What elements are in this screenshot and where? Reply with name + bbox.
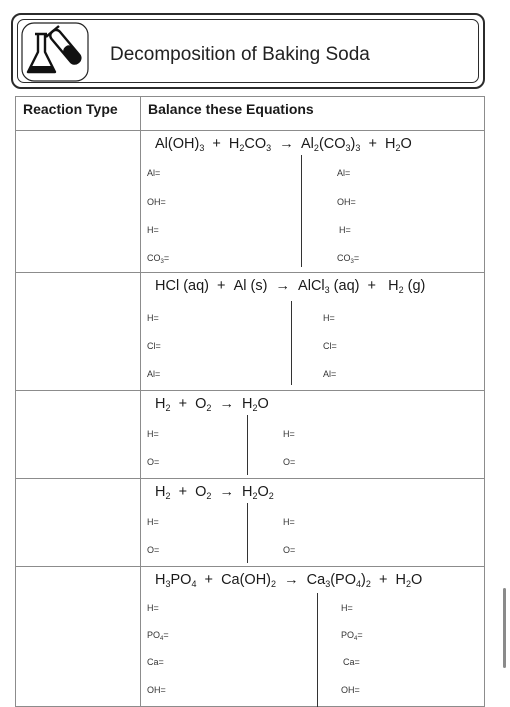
left-count-co3: $CO_3=$ — [147, 253, 170, 265]
right-count-o: O= — [283, 457, 296, 467]
reaction-type-cell-4[interactable] — [16, 479, 141, 567]
equation-1: $Al(OH)_3 + H_2CO_3 \to Al_2(CO_3)_3 + H_2O$ — [155, 136, 412, 153]
left-count-oh: OH= — [147, 685, 166, 695]
left-count-oh: OH= — [147, 197, 166, 207]
reaction-type-cell-3[interactable] — [16, 391, 141, 479]
left-count-h: H= — [147, 517, 159, 527]
equation-cell-2 — [141, 273, 485, 391]
right-count-co3: $CO_3=$ — [337, 253, 360, 265]
right-count-po4: $PO_4=$ — [341, 630, 363, 642]
left-count-h: H= — [147, 225, 159, 235]
balance-equations-header: Balance these Equations — [141, 97, 485, 131]
right-count-oh: OH= — [337, 197, 356, 207]
divider-line — [317, 593, 318, 707]
vertical-scrollbar[interactable] — [503, 588, 506, 668]
reaction-type-cell-1[interactable] — [16, 131, 141, 273]
right-count-h: H= — [341, 603, 353, 613]
equation-cell-3 — [141, 391, 485, 479]
right-count-h: H= — [283, 429, 295, 439]
right-count-h: H= — [283, 517, 295, 527]
title-banner — [11, 13, 485, 89]
divider-line — [247, 503, 248, 563]
left-count-al: Al= — [147, 369, 161, 379]
divider-line — [291, 301, 292, 385]
left-count-ca: Ca= — [147, 657, 164, 667]
left-count-o: O= — [147, 545, 160, 555]
worksheet-table — [15, 96, 485, 707]
right-count-al: Al= — [323, 369, 337, 379]
equation-4: $H_2 + O_2 \to H_2O_2$ — [155, 484, 274, 501]
reaction-type-cell-5[interactable] — [16, 567, 141, 707]
flask-test-tube-icon — [21, 22, 91, 84]
equation-3: $H_2 + O_2 \to H_2O$ — [155, 396, 269, 413]
reaction-type-cell-2[interactable] — [16, 273, 141, 391]
equation-cell-4 — [141, 479, 485, 567]
left-count-h: H= — [147, 603, 159, 613]
title-banner-inner-border — [17, 19, 479, 83]
divider-line — [301, 155, 302, 267]
left-count-cl: Cl= — [147, 341, 161, 351]
equation-5: $H_3PO_4 + Ca(OH)_2 \to Ca_3(PO_4)_2 + H_2O$ — [155, 572, 423, 589]
right-count-ca: Ca= — [343, 657, 360, 667]
left-count-po4: $PO_4=$ — [147, 630, 169, 642]
equation-cell-5 — [141, 567, 485, 707]
left-count-h: H= — [147, 313, 159, 323]
right-count-al: Al= — [337, 168, 351, 178]
divider-line — [247, 415, 248, 475]
equation-cell-1 — [141, 131, 485, 273]
left-count-o: O= — [147, 457, 160, 467]
right-count-oh: OH= — [341, 685, 360, 695]
right-count-h: H= — [323, 313, 335, 323]
right-count-h: H= — [339, 225, 351, 235]
left-count-al: Al= — [147, 168, 161, 178]
right-count-o: O= — [283, 545, 296, 555]
left-count-h: H= — [147, 429, 159, 439]
page-title: Decomposition of Baking Soda — [110, 44, 370, 65]
reaction-type-header: Reaction Type — [16, 97, 141, 131]
right-count-cl: Cl= — [323, 341, 337, 351]
equation-2: HCl (aq) + Al (s) → AlCl$_3$ (aq) + $H_2$ (g) — [155, 278, 426, 295]
